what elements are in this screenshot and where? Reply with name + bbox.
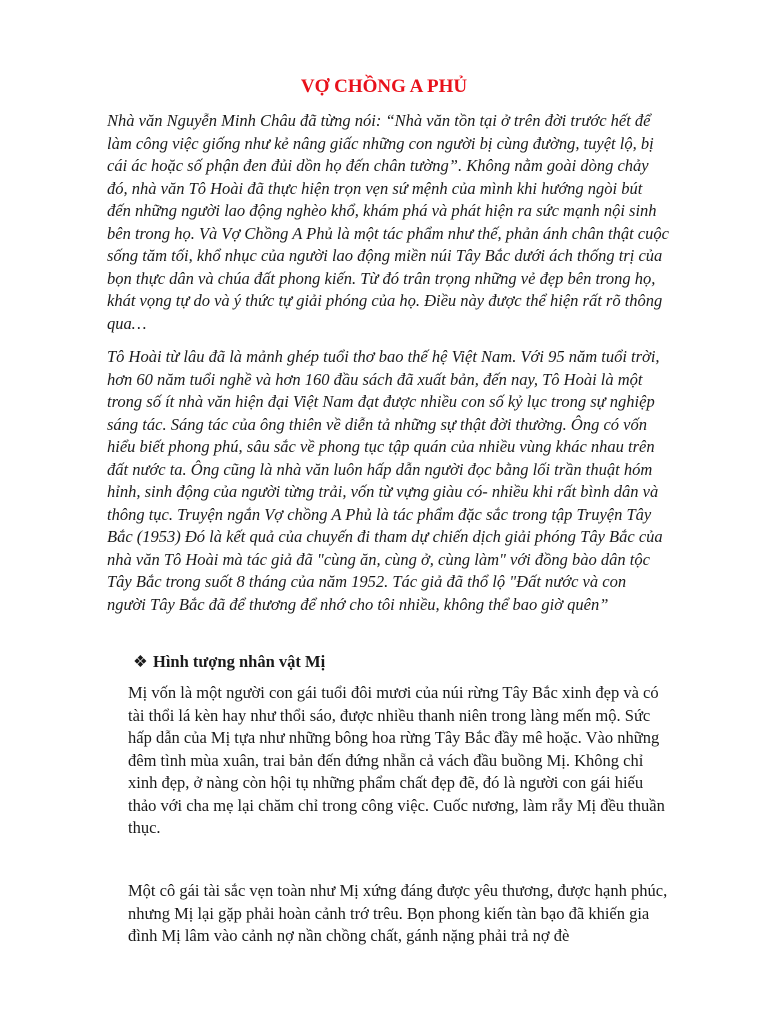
intro-paragraph: Nhà văn Nguyễn Minh Châu đã từng nói: “Nhà văn tồn tại ở trên đời trước hết để làm công việc giống như kẻ nâng giấc những con người bị cùng đường, tuyệt lộ, bị cái ác hoặc số phận đen đủi dồn họ đến chân tường”. Không nằm goài dòng chảy đó, nhà văn Tô Hoài đã thực hiện trọn vẹn sứ mệnh của mình khi hướng ngòi bút đến những người lao động nghèo khổ, khám phá và phát hiện ra sức mạnh nội sinh bên trong họ. Và Vợ Chồng A Phủ là một tác phẩm như thế, phản ánh chân thật cuộc sống tăm tối, khổ nhục của người lao động miền núi Tây Bắc dưới ách thống trị của bọn thực dân và chúa đất phong kiến. Từ đó trân trọng những vẻ đẹp bên trong họ, khát vọng tự do và ý thức tự giải phóng của họ. Điều này được thể hiện rất rõ thông qua… [107,111,669,333]
body-paragraph: Một cô gái tài sắc vẹn toàn như Mị xứng đáng được yêu thương, được hạnh phúc, nhưng Mị lại gặp phải hoàn cảnh trớ trêu. Bọn phong kiến tàn bạo đã khiến gia đình Mị lâm vào cảnh nợ nần chồng chất, gánh nặng phải trả nợ đè [128,881,668,945]
diamond-bullet-icon: ❖ [133,652,148,671]
page-title: VỢ CHỒNG A PHỦ [300,76,468,97]
body-paragraph: Mị vốn là một người con gái tuổi đôi mươi của núi rừng Tây Bắc xinh đẹp và có tài thổi lá kèn hay như thổi sáo, được nhiều thanh niên trong làng mến mộ. Sức hấp dẫn của Mị tựa như những bông hoa rừng Tây Bắc đầy mê hoặc. Vào những đêm tình mùa xuân, trai bản đến đứng nhẵn cả vách đầu buồng Mị. Không chỉ xinh đẹp, ở nàng còn hội tụ những phẩm chất đẹp đẽ, đó là người con gái hiếu thảo với cha mẹ lại chăm chỉ trong công việc. Cuốc nương, làm rẫy Mị đều thuần thục. [128,683,665,837]
section-heading-text: Hình tượng nhân vật Mị [153,652,326,671]
section-heading [133,651,663,673]
author-paragraph: Tô Hoài từ lâu đã là mảnh ghép tuổi thơ bao thế hệ Việt Nam. Với 95 năm tuổi trời, hơn 60 năm tuổi nghề và hơn 160 đầu sách đã xuất bản, đến nay, Tô Hoài là một trong số ít nhà văn hiện đại Việt Nam đạt được nhiều con số kỷ lục trong sự nghiệp sáng tác. Sáng tác của ông thiên về diễn tả những sự thật đời thường. Ông có vốn hiểu biết phong phú, sâu sắc về phong tục tập quán của nhiều vùng khác nhau trên đất nước ta. Ông cũng là nhà văn luôn hấp dẫn người đọc bằng lối trần thuật hóm hỉnh, sinh động của người từng trải, vốn từ vựng giàu có- nhiều khi rất bình dân và thông tục. Truyện ngắn Vợ chồng A Phủ là tác phẩm đặc sắc trong tập Truyện Tây Bắc (1953) Đó là kết quả của chuyến đi tham dự chiến dịch giải phóng Tây Bắc của nhà văn Tô Hoài mà tác giả đã "cùng ăn, cùng ở, cùng làm" với đồng bào dân tộc Tây Bắc trong suốt 8 tháng của năm 1952. Tác giả đã thổ lộ "Đất nước và con người Tây Bắc đã để thương để nhớ cho tôi nhiều, không thể bao giờ quên” [107,347,663,614]
